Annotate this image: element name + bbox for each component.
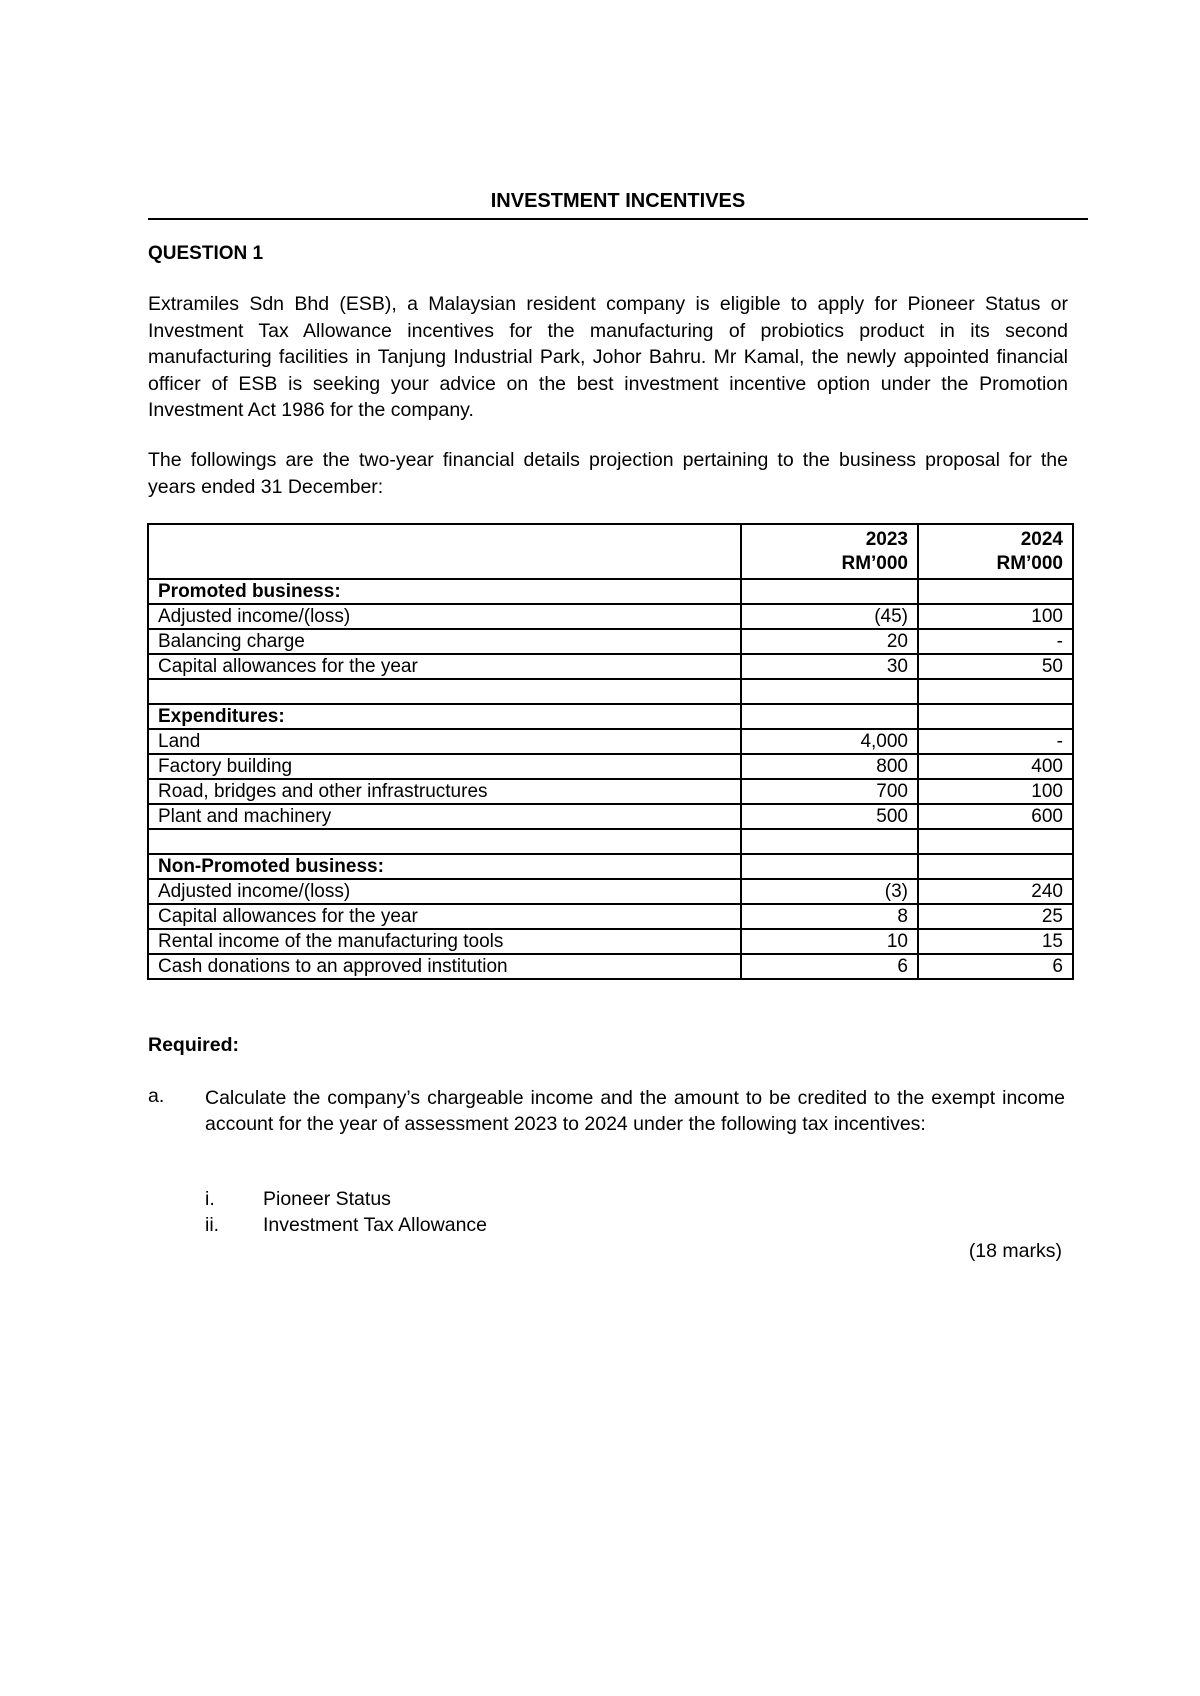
table-row [148, 929, 1073, 954]
row-2023-cell [741, 829, 918, 854]
row-2024-cell: - [918, 629, 1073, 654]
projection-paragraph: The followings are the two-year financial details projection pertaining to the business proposal for the years ended 31 December: [148, 449, 1068, 498]
row-2023-cell: 20 [741, 629, 918, 654]
row-2023-cell [741, 679, 918, 704]
row-2023-cell: (3) [741, 879, 918, 904]
table-row [148, 854, 1073, 879]
table-row [148, 779, 1073, 804]
row-2024-cell: - [918, 729, 1073, 754]
part-a-text: Calculate the company’s chargeable income and the amount to be credited to the exempt income account for the year of assessment 2023 to 2024 under the following tax incentives: [205, 1087, 1065, 1135]
table-row [148, 754, 1073, 779]
row-label-cell: Factory building [148, 754, 741, 779]
table-row [148, 804, 1073, 829]
header-2023-year: 2023 [865, 529, 908, 550]
row-2024-cell [918, 704, 1073, 729]
row-label-cell: Non-Promoted business: [148, 854, 741, 879]
table-row [148, 704, 1073, 729]
question-heading: QUESTION 1 [148, 243, 264, 264]
row-2024-cell: 600 [918, 804, 1073, 829]
row-2023-cell: 8 [741, 904, 918, 929]
row-label-cell: Adjusted income/(loss) [148, 879, 741, 904]
option-ii-text: Investment Tax Allowance [263, 1214, 488, 1236]
row-2023-cell: 6 [741, 954, 918, 979]
table-row [148, 629, 1073, 654]
row-label-cell: Capital allowances for the year [148, 904, 741, 929]
header-2024-unit: RM’000 [996, 553, 1063, 574]
financial-details-table [147, 523, 1074, 980]
row-label-cell: Land [148, 729, 741, 754]
row-2023-cell [741, 854, 918, 879]
marks-label: (18 marks) [968, 1240, 1062, 1262]
row-2023-cell: 800 [741, 754, 918, 779]
row-2023-cell: (45) [741, 604, 918, 629]
header-2024-cell [918, 524, 1073, 579]
row-2023-cell: 4,000 [741, 729, 918, 754]
row-2023-cell: 500 [741, 804, 918, 829]
row-2024-cell: 25 [918, 904, 1073, 929]
table-row [148, 679, 1073, 704]
table-row [148, 879, 1073, 904]
row-2023-cell: 30 [741, 654, 918, 679]
row-label-cell: Adjusted income/(loss) [148, 604, 741, 629]
row-label-cell: Road, bridges and other infrastructures [148, 779, 741, 804]
row-2024-cell [918, 679, 1073, 704]
row-2024-cell [918, 579, 1073, 604]
row-2024-cell: 50 [918, 654, 1073, 679]
row-label-cell: Plant and machinery [148, 804, 741, 829]
table-row [148, 729, 1073, 754]
row-2024-cell: 100 [918, 779, 1073, 804]
row-label-cell: Cash donations to an approved institution [148, 954, 741, 979]
intro-paragraph: Extramiles Sdn Bhd (ESB), a Malaysian resident company is eligible to apply for Pioneer Status or Investment Tax Allowance incentives for the manufacturing of probiotics product in its second manufacturing facilities in Tanjung Industrial Park, Johor Bahru. Mr Kamal, the newly appointed financial officer of ESB is seeking your advice on the best investment incentive option under the Promotion Investment Act 1986 for the company. [148, 293, 1068, 421]
row-2024-cell: 6 [918, 954, 1073, 979]
table-row [148, 904, 1073, 929]
row-2024-cell: 100 [918, 604, 1073, 629]
row-2023-cell [741, 704, 918, 729]
row-2024-cell: 15 [918, 929, 1073, 954]
part-a-letter: a. [148, 1085, 165, 1107]
table-row [148, 829, 1073, 854]
required-heading: Required: [148, 1034, 240, 1056]
header-2023-unit: RM’000 [841, 553, 908, 574]
row-2024-cell [918, 854, 1073, 879]
row-label-cell: Balancing charge [148, 629, 741, 654]
table-row [148, 954, 1073, 979]
table-row [148, 579, 1073, 604]
row-2024-cell: 240 [918, 879, 1073, 904]
row-label-cell: Expenditures: [148, 704, 741, 729]
row-label-cell: Capital allowances for the year [148, 654, 741, 679]
option-i-text: Pioneer Status [263, 1188, 391, 1210]
row-2023-cell: 10 [741, 929, 918, 954]
page-title: INVESTMENT INCENTIVES [490, 190, 746, 212]
row-2023-cell [741, 579, 918, 604]
option-ii-number: ii. [205, 1214, 220, 1236]
row-label-cell: Rental income of the manufacturing tools [148, 929, 741, 954]
row-2024-cell: 400 [918, 754, 1073, 779]
title-underline [148, 218, 1088, 220]
row-2024-cell [918, 829, 1073, 854]
header-blank-cell [148, 524, 741, 579]
row-2023-cell: 700 [741, 779, 918, 804]
header-2024-year: 2024 [1020, 529, 1063, 550]
row-label-cell: Promoted business: [148, 579, 741, 604]
table-row [148, 604, 1073, 629]
row-label-cell [148, 679, 741, 704]
header-2023-cell [741, 524, 918, 579]
table-header-row [148, 524, 1073, 579]
row-label-cell [148, 829, 741, 854]
option-i-number: i. [205, 1188, 215, 1210]
table-row [148, 654, 1073, 679]
